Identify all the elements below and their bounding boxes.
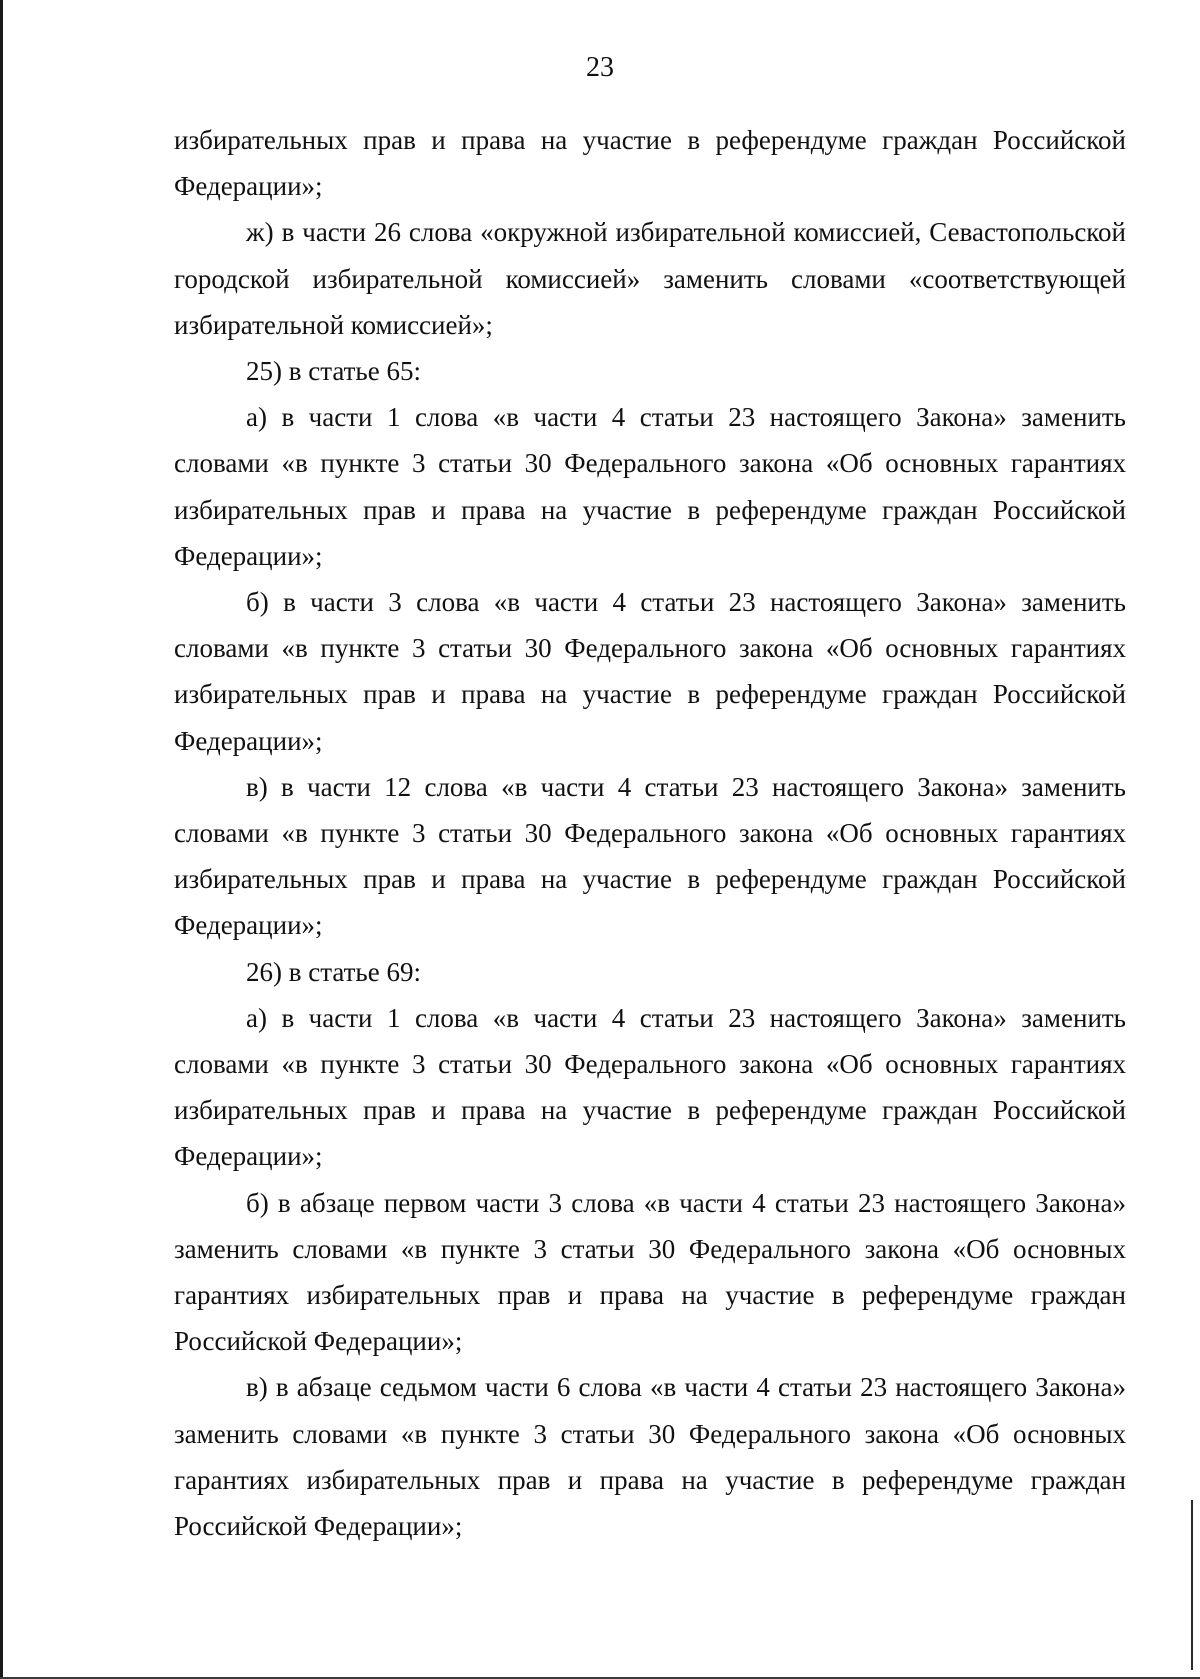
page-number: 23 — [586, 52, 614, 83]
scan-left-border — [0, 0, 3, 1679]
document-body — [174, 117, 1126, 1549]
paragraph-69-item-b: б) в абзаце первом части 3 слова «в части 4 статьи 23 настоящего Закона» заменить словами «в пункте 3 статьи 30 Федерального закона «Об основных гарантиях избирательных прав и права на участие в референдуме граждан Российской Федерации»; — [174, 1187, 1126, 1357]
paragraph-65-item-v: в) в части 12 слова «в части 4 статьи 23 настоящего Закона» заменить словами «в пункте 3 статьи 30 Федерального закона «Об основных гарантиях избирательных прав и права на участие в референдуме граждан Российской Федерации»; — [174, 771, 1126, 941]
paragraph-65-item-b: б) в части 3 слова «в части 4 статьи 23 настоящего Закона» заменить словами «в пункте 3 статьи 30 Федерального закона «Об основных гарантиях избирательных прав и права на участие в референдуме граждан Российской Федерации»; — [174, 587, 1126, 756]
paragraph-article-69-heading: 26) в статье 69: — [246, 956, 421, 987]
paragraph-item-zh: ж) в части 26 слова «окружной избирательной комиссией, Севастопольской городской избирательной комиссией» заменить словами «соответствующей избирательной комиссией»; — [174, 217, 1126, 340]
paragraph-article-65-heading: 25) в статье 65: — [246, 356, 421, 387]
paragraph-69-item-v: в) в абзаце седьмом части 6 слова «в части 4 статьи 23 настоящего Закона» заменить словами «в пункте 3 статьи 30 Федерального закона «Об основных гарантиях избирательных прав и права на участие в референдуме граждан Российской Федерации»; — [174, 1372, 1126, 1542]
paragraph-continuation: избирательных прав и права на участие в референдуме граждан Российской Федерации»; — [174, 125, 1126, 202]
paragraph-65-item-a: а) в части 1 слова «в части 4 статьи 23 настоящего Закона» заменить словами «в пункте 3 статьи 30 Федерального закона «Об основных гарантиях избирательных прав и права на участие в референдуме граждан Российской Федерации»; — [174, 402, 1126, 571]
scan-right-edge-mark — [1191, 1500, 1193, 1670]
paragraph-69-item-a: а) в части 1 слова «в части 4 статьи 23 настоящего Закона» заменить словами «в пункте 3 статьи 30 Федерального закона «Об основных гарантиях избирательных прав и права на участие в референдуме граждан Российской Федерации»; — [174, 1002, 1126, 1172]
